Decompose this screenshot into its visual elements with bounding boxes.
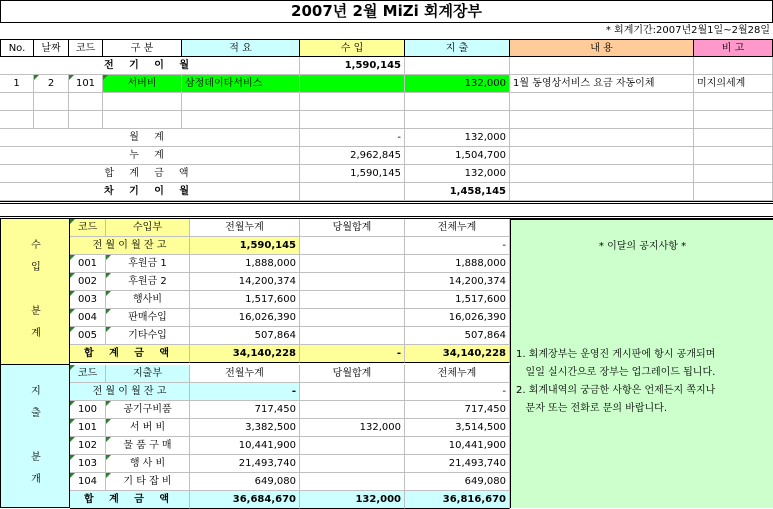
comment-marker-icon bbox=[106, 255, 111, 260]
expense-header-4-text: 전체누계 bbox=[437, 368, 477, 379]
income-row-prev[interactable] bbox=[190, 255, 300, 273]
expense-row-prev[interactable] bbox=[190, 401, 300, 419]
empty-cell[interactable] bbox=[694, 111, 773, 129]
cell bbox=[694, 129, 773, 147]
income-row-name-text: 후원금 2 bbox=[128, 276, 167, 287]
carry-in-value-text: 1,590,145 bbox=[344, 60, 401, 71]
header-desc bbox=[182, 39, 300, 57]
entry-no[interactable] bbox=[0, 75, 34, 93]
income-row-prev[interactable] bbox=[190, 273, 300, 291]
title-bar bbox=[0, 0, 773, 23]
expense-row-name[interactable] bbox=[106, 401, 190, 419]
entry-desc[interactable] bbox=[182, 75, 300, 93]
income-carry-prev-text: 1,590,145 bbox=[239, 240, 296, 251]
expense-row-code-text: 103 bbox=[77, 458, 98, 469]
expense-row-total[interactable] bbox=[405, 419, 510, 437]
income-row-total-text: 1,517,600 bbox=[455, 294, 506, 305]
expense-row-month[interactable] bbox=[300, 401, 405, 419]
cumulative-total-expense bbox=[405, 147, 510, 165]
header-code-text: 코드 bbox=[75, 43, 96, 54]
income-carry-label bbox=[70, 237, 190, 255]
income-total-month-text: - bbox=[396, 348, 401, 359]
header-date bbox=[34, 39, 69, 57]
income-side-char: 입 bbox=[31, 262, 41, 273]
header-category bbox=[103, 39, 182, 57]
expense-row-name[interactable] bbox=[106, 437, 190, 455]
cumulative-total-income-text: 2,962,845 bbox=[350, 150, 401, 161]
income-row-month[interactable] bbox=[300, 273, 405, 291]
expense-row-prev-text: 649,080 bbox=[254, 476, 296, 487]
expense-header-3 bbox=[300, 365, 405, 383]
income-row-code-text: 002 bbox=[77, 276, 98, 287]
carry-in-value bbox=[300, 57, 405, 75]
comment-marker-icon bbox=[34, 75, 39, 80]
income-header-1 bbox=[106, 219, 190, 237]
header-category-text: 구 분 bbox=[130, 43, 154, 54]
income-total-total-text: 34,140,228 bbox=[442, 348, 506, 359]
empty-cell[interactable] bbox=[69, 111, 103, 129]
empty-cell[interactable] bbox=[694, 93, 773, 111]
sum-total-expense-text: 132,000 bbox=[464, 168, 506, 179]
expense-side-char: 지 bbox=[31, 386, 41, 397]
income-row-total[interactable] bbox=[405, 255, 510, 273]
income-header-2 bbox=[190, 219, 300, 237]
comment-marker-icon bbox=[70, 309, 75, 314]
income-row-prev-text: 14,200,374 bbox=[238, 276, 296, 287]
entry-code-text: 101 bbox=[75, 78, 96, 89]
month-total-income-text: - bbox=[397, 132, 401, 143]
comment-marker-icon bbox=[70, 437, 75, 442]
comment-marker-icon bbox=[103, 75, 108, 80]
header-code bbox=[69, 39, 103, 57]
expense-carry-label-text: 전 월 이 월 잔 고 bbox=[92, 386, 167, 397]
income-side-char: 계 bbox=[31, 328, 41, 339]
expense-row-code-text: 100 bbox=[77, 404, 98, 415]
expense-row-total-text: 21,493,740 bbox=[448, 458, 506, 469]
empty-cell[interactable] bbox=[34, 111, 69, 129]
cell bbox=[694, 57, 773, 75]
expense-row-total[interactable] bbox=[405, 473, 510, 491]
income-row-prev[interactable] bbox=[190, 327, 300, 345]
cumulative-total-income bbox=[300, 147, 405, 165]
expense-row-month[interactable] bbox=[300, 437, 405, 455]
page-title: 2007년 2월 MiZi 회계장부 bbox=[291, 2, 482, 20]
month-total-expense-text: 132,000 bbox=[464, 132, 506, 143]
expense-header-0 bbox=[70, 365, 106, 383]
comment-marker-icon bbox=[106, 419, 111, 424]
expense-row-name[interactable] bbox=[106, 419, 190, 437]
empty-cell[interactable] bbox=[405, 93, 510, 111]
comment-marker-icon bbox=[70, 255, 75, 260]
income-row-code[interactable] bbox=[70, 255, 106, 273]
entry-expense[interactable] bbox=[405, 75, 510, 93]
income-header-1-text: 수입부 bbox=[133, 222, 162, 233]
income-row-month[interactable] bbox=[300, 255, 405, 273]
comment-marker-icon bbox=[106, 291, 111, 296]
empty-cell[interactable] bbox=[510, 93, 694, 111]
income-side-char: 수 bbox=[31, 240, 41, 251]
expense-side-char: 분 bbox=[31, 452, 41, 463]
carry-in-label bbox=[0, 57, 300, 75]
income-row-prev-text: 1,517,600 bbox=[245, 294, 296, 305]
income-row-code[interactable] bbox=[70, 327, 106, 345]
expense-row-name-text: 행 사 비 bbox=[129, 458, 166, 469]
empty-cell[interactable] bbox=[182, 111, 300, 129]
sum-total-income bbox=[300, 165, 405, 183]
income-header-4 bbox=[405, 219, 510, 237]
expense-row-prev-text: 21,493,740 bbox=[238, 458, 296, 469]
cell bbox=[510, 129, 694, 147]
income-row-total[interactable] bbox=[405, 309, 510, 327]
empty-cell[interactable] bbox=[0, 111, 34, 129]
carry-out-label bbox=[0, 183, 300, 201]
expense-row-month[interactable] bbox=[300, 419, 405, 437]
empty-cell[interactable] bbox=[510, 111, 694, 129]
comment-marker-icon bbox=[70, 365, 75, 370]
cell bbox=[510, 147, 694, 165]
carry-in-label-text: 전 기 이 월 bbox=[103, 60, 196, 71]
expense-total-prev bbox=[190, 491, 300, 509]
carry-out-label-text: 차 기 이 월 bbox=[103, 186, 196, 197]
header-expense bbox=[405, 39, 510, 57]
expense-row-total-text: 717,450 bbox=[464, 404, 506, 415]
income-row-code[interactable] bbox=[70, 309, 106, 327]
cell bbox=[510, 57, 694, 75]
entry-expense-text: 132,000 bbox=[464, 78, 506, 89]
income-row-code-text: 003 bbox=[77, 294, 98, 305]
income-row-prev-text: 507,864 bbox=[254, 330, 296, 341]
sum-total-expense bbox=[405, 165, 510, 183]
month-total-expense bbox=[405, 129, 510, 147]
income-carry-prev bbox=[190, 237, 300, 255]
expense-row-name-text: 서 버 비 bbox=[129, 422, 166, 433]
empty-cell[interactable] bbox=[69, 93, 103, 111]
income-header-4-text: 전체누계 bbox=[437, 222, 477, 233]
income-row-total[interactable] bbox=[405, 273, 510, 291]
comment-marker-icon bbox=[69, 75, 74, 80]
income-total-total bbox=[405, 345, 510, 363]
income-row-code[interactable] bbox=[70, 273, 106, 291]
expense-row-code-text: 102 bbox=[77, 440, 98, 451]
expense-carry-prev bbox=[190, 383, 300, 401]
header-income bbox=[300, 39, 405, 57]
expense-total-month bbox=[300, 491, 405, 509]
cell bbox=[300, 183, 405, 201]
header-income-text: 수 입 bbox=[340, 43, 364, 54]
expense-row-month[interactable] bbox=[300, 455, 405, 473]
empty-cell[interactable] bbox=[182, 93, 300, 111]
income-carry-total-text: - bbox=[502, 240, 506, 251]
income-row-prev-text: 1,888,000 bbox=[245, 258, 296, 269]
comment-marker-icon bbox=[106, 309, 111, 314]
comment-marker-icon bbox=[106, 473, 111, 478]
empty-cell[interactable] bbox=[405, 111, 510, 129]
expense-row-code[interactable] bbox=[70, 419, 106, 437]
expense-header-1 bbox=[106, 365, 190, 383]
expense-row-name[interactable] bbox=[106, 473, 190, 491]
cell bbox=[694, 183, 773, 201]
expense-row-name-text: 공기구비품 bbox=[123, 404, 172, 415]
header-no bbox=[0, 39, 34, 57]
expense-header-4 bbox=[405, 365, 510, 383]
expense-row-prev[interactable] bbox=[190, 473, 300, 491]
entry-date[interactable] bbox=[34, 75, 69, 93]
expense-total-total-text: 36,816,670 bbox=[442, 494, 506, 505]
income-side-char: 분 bbox=[31, 306, 41, 317]
entry-category[interactable] bbox=[103, 75, 182, 93]
expense-total-total bbox=[405, 491, 510, 509]
entry-date-text: 2 bbox=[47, 78, 55, 89]
comment-marker-icon bbox=[70, 473, 75, 478]
expense-total-label-text: 합 계 금 액 bbox=[83, 494, 176, 505]
income-row-name[interactable] bbox=[106, 255, 190, 273]
entry-note[interactable] bbox=[694, 75, 773, 93]
income-total-prev bbox=[190, 345, 300, 363]
header-content bbox=[510, 39, 694, 57]
entry-content[interactable] bbox=[510, 75, 694, 93]
expense-row-code-text: 104 bbox=[77, 476, 98, 487]
income-row-name-text: 판매수입 bbox=[128, 312, 167, 323]
sum-total-income-text: 1,590,145 bbox=[350, 168, 401, 179]
income-row-name[interactable] bbox=[106, 327, 190, 345]
expense-side-char: 출 bbox=[31, 408, 41, 419]
income-row-total-text: 507,864 bbox=[464, 330, 506, 341]
comment-marker-icon bbox=[106, 437, 111, 442]
income-row-total[interactable] bbox=[405, 291, 510, 309]
section-divider bbox=[0, 201, 773, 204]
income-row-name[interactable] bbox=[106, 273, 190, 291]
expense-row-prev-text: 3,382,500 bbox=[245, 422, 296, 433]
income-header-0 bbox=[70, 219, 106, 237]
income-carry-total bbox=[405, 237, 510, 255]
expense-row-prev[interactable] bbox=[190, 455, 300, 473]
empty-cell[interactable] bbox=[103, 111, 182, 129]
entry-category-text: 서버비 bbox=[127, 78, 157, 89]
expense-row-name-text: 물 품 구 매 bbox=[123, 440, 172, 451]
entry-note-text: 미지의세계 bbox=[697, 78, 746, 89]
expense-row-code[interactable] bbox=[70, 437, 106, 455]
comment-marker-icon bbox=[70, 455, 75, 460]
month-total-label-text: 월 계 bbox=[129, 132, 170, 143]
sum-total-label-text: 합 계 금 액 bbox=[104, 168, 195, 179]
expense-header-1-text: 지출부 bbox=[133, 368, 162, 379]
notice-line: 1. 회계장부는 운영진 게시판에 항시 공개되며 bbox=[516, 349, 716, 360]
expense-carry-label bbox=[70, 383, 190, 401]
entry-code[interactable] bbox=[69, 75, 103, 93]
expense-row-total-text: 649,080 bbox=[464, 476, 506, 487]
income-carry-month bbox=[300, 237, 405, 255]
income-row-name-text: 후원금 1 bbox=[128, 258, 167, 269]
expense-row-prev-text: 717,450 bbox=[254, 404, 296, 415]
notice-line: 일일 실시간으로 장부는 업그레이드 됩니다. bbox=[516, 367, 716, 378]
income-header-3-text: 당월합계 bbox=[332, 222, 372, 233]
expense-row-total[interactable] bbox=[405, 455, 510, 473]
comment-marker-icon bbox=[70, 219, 75, 224]
comment-marker-icon bbox=[70, 291, 75, 296]
expense-row-code[interactable] bbox=[70, 401, 106, 419]
carry-out-value-text: 1,458,145 bbox=[449, 186, 506, 197]
income-total-prev-text: 34,140,228 bbox=[232, 348, 296, 359]
income-carry-label-text: 전 월 이 월 잔 고 bbox=[92, 240, 167, 251]
income-row-code[interactable] bbox=[70, 291, 106, 309]
expense-carry-prev-text: - bbox=[291, 386, 296, 397]
income-total-month bbox=[300, 345, 405, 363]
income-row-total-text: 14,200,374 bbox=[448, 276, 506, 287]
cell bbox=[694, 147, 773, 165]
income-row-prev[interactable] bbox=[190, 291, 300, 309]
carry-out-value bbox=[405, 183, 510, 201]
entry-desc-text: 삼정데이타서비스 bbox=[185, 78, 263, 89]
cumulative-total-label bbox=[0, 147, 300, 165]
expense-carry-month bbox=[300, 383, 405, 401]
header-desc-text: 적 요 bbox=[229, 43, 252, 54]
income-row-name[interactable] bbox=[106, 309, 190, 327]
notice-line: 문자 또는 전화로 문의 바랍니다. bbox=[516, 403, 668, 414]
income-row-prev-text: 16,026,390 bbox=[238, 312, 296, 323]
period-label: * 회계기간:2007년2월1일~2월28일 bbox=[605, 25, 770, 36]
expense-row-prev[interactable] bbox=[190, 419, 300, 437]
income-total-label-text: 합 계 금 액 bbox=[83, 348, 176, 359]
cell bbox=[694, 165, 773, 183]
notice-title: * 이달의 공지사항 * bbox=[598, 241, 687, 252]
expense-row-code[interactable] bbox=[70, 473, 106, 491]
expense-total-prev-text: 36,684,670 bbox=[232, 494, 296, 505]
empty-cell[interactable] bbox=[300, 111, 405, 129]
income-row-month[interactable] bbox=[300, 327, 405, 345]
header-date-text: 날짜 bbox=[41, 43, 61, 54]
income-side-label bbox=[0, 219, 70, 365]
empty-cell[interactable] bbox=[0, 93, 34, 111]
expense-header-2-text: 전월누계 bbox=[225, 368, 264, 379]
comment-marker-icon bbox=[106, 273, 111, 278]
expense-row-code[interactable] bbox=[70, 455, 106, 473]
income-row-month[interactable] bbox=[300, 309, 405, 327]
income-row-name-text: 행사비 bbox=[133, 294, 162, 305]
expense-row-total[interactable] bbox=[405, 401, 510, 419]
entry-content-text: 1월 동영상서비스 요금 자동이체 bbox=[513, 78, 655, 89]
header-no-text: No. bbox=[8, 43, 26, 54]
income-row-total-text: 1,888,000 bbox=[455, 258, 506, 269]
expense-total-month-text: 132,000 bbox=[355, 494, 401, 505]
expense-header-2 bbox=[190, 365, 300, 383]
month-total-income bbox=[300, 129, 405, 147]
notice-line: 2. 회계내역의 궁금한 사항은 언제든지 쪽지나 bbox=[516, 385, 716, 396]
expense-row-name-text: 기 타 잡 비 bbox=[123, 476, 172, 487]
header-expense-text: 지 출 bbox=[445, 43, 469, 54]
income-row-name[interactable] bbox=[106, 291, 190, 309]
income-row-total[interactable] bbox=[405, 327, 510, 345]
cell bbox=[510, 165, 694, 183]
expense-carry-total bbox=[405, 383, 510, 401]
notice-panel bbox=[510, 219, 773, 508]
income-row-name-text: 기타수입 bbox=[128, 330, 167, 341]
expense-row-month[interactable] bbox=[300, 473, 405, 491]
income-header-3 bbox=[300, 219, 405, 237]
header-content-text: 내 용 bbox=[590, 43, 613, 54]
entry-no-text: 1 bbox=[13, 78, 20, 89]
expense-row-total[interactable] bbox=[405, 437, 510, 455]
month-total-label bbox=[0, 129, 300, 147]
expense-side-char: 개 bbox=[31, 474, 41, 485]
income-header-0-text: 코드 bbox=[77, 222, 98, 233]
expense-row-code-text: 101 bbox=[77, 422, 98, 433]
entry-income[interactable] bbox=[300, 75, 405, 93]
income-header-2-text: 전월누계 bbox=[225, 222, 264, 233]
cumulative-total-expense-text: 1,504,700 bbox=[455, 150, 506, 161]
income-row-prev[interactable] bbox=[190, 309, 300, 327]
comment-marker-icon bbox=[70, 401, 75, 406]
empty-cell[interactable] bbox=[103, 93, 182, 111]
header-note bbox=[694, 39, 773, 57]
expense-header-0-text: 코드 bbox=[77, 368, 98, 379]
expense-carry-total-text: - bbox=[502, 386, 506, 397]
income-row-code-text: 004 bbox=[77, 312, 98, 323]
income-row-code-text: 005 bbox=[77, 330, 98, 341]
cell bbox=[510, 183, 694, 201]
expense-row-prev[interactable] bbox=[190, 437, 300, 455]
expense-row-prev-text: 10,441,900 bbox=[238, 440, 296, 451]
comment-marker-icon bbox=[70, 273, 75, 278]
comment-marker-icon bbox=[106, 455, 111, 460]
comment-marker-icon bbox=[106, 401, 111, 406]
expense-side-label bbox=[0, 365, 70, 508]
expense-row-month-text: 132,000 bbox=[359, 422, 401, 433]
cell bbox=[405, 57, 510, 75]
empty-cell[interactable] bbox=[34, 93, 69, 111]
cumulative-total-label-text: 누 계 bbox=[129, 150, 170, 161]
comment-marker-icon bbox=[70, 419, 75, 424]
income-row-total-text: 16,026,390 bbox=[448, 312, 506, 323]
income-row-code-text: 001 bbox=[77, 258, 98, 269]
income-total-label bbox=[70, 345, 190, 363]
income-row-month[interactable] bbox=[300, 291, 405, 309]
expense-header-3-text: 당월합계 bbox=[332, 368, 372, 379]
header-note-text: 비 고 bbox=[721, 43, 745, 54]
empty-cell[interactable] bbox=[300, 93, 405, 111]
comment-marker-icon bbox=[70, 327, 75, 332]
expense-total-label bbox=[70, 491, 190, 509]
expense-row-total-text: 10,441,900 bbox=[448, 440, 506, 451]
sum-total-label bbox=[0, 165, 300, 183]
expense-row-name[interactable] bbox=[106, 455, 190, 473]
expense-row-total-text: 3,514,500 bbox=[455, 422, 506, 433]
comment-marker-icon bbox=[106, 327, 111, 332]
